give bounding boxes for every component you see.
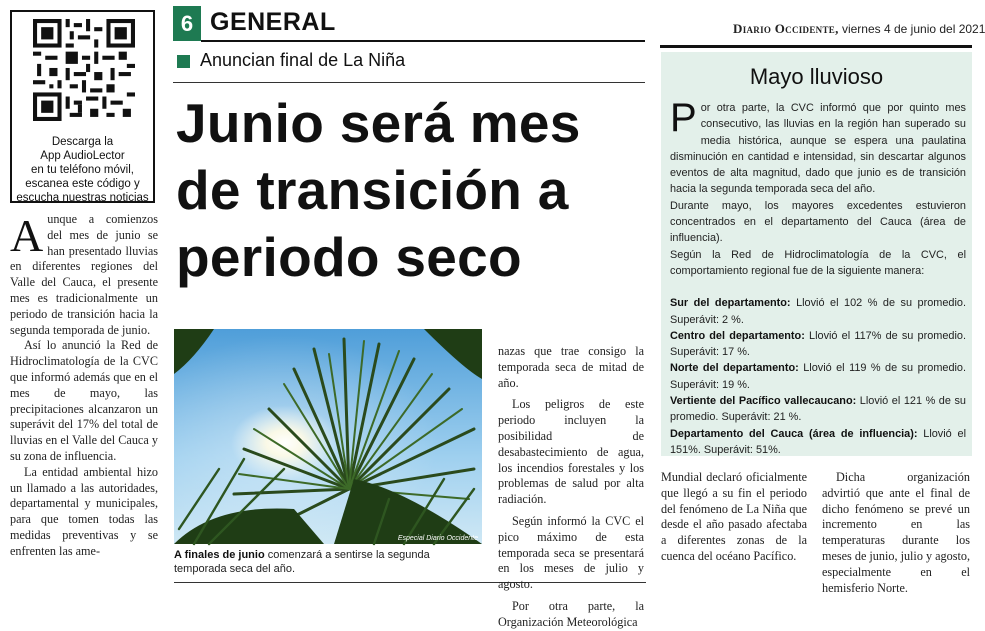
paragraph: Según la Red de Hidroclimatología de la CVC, el comportamiento regional fue de la siguiente manera:: [670, 248, 966, 277]
region-label: Centro del departamento:: [670, 329, 805, 342]
paragraph: [10, 212, 158, 338]
region-text: Llovió el 151%. Superávit: 51%.: [670, 427, 966, 456]
paragraph: Según informó la CVC el pico máximo de esta temporada seca se presentará en los meses de julio y agosto.: [498, 513, 644, 592]
region-label: Vertiente del Pacífico vallecaucano:: [670, 395, 857, 408]
qr-code-icon[interactable]: [33, 19, 135, 121]
kicker-rule: [173, 82, 645, 83]
paragraph: Durante mayo, los mayores excedentes estuvieron concentrados en el departamento del Cauca (área de influencia).: [670, 199, 966, 245]
body-column-5: [822, 470, 970, 596]
kicker-square-icon: [177, 55, 190, 68]
qr-promo-text: [12, 135, 153, 205]
paragraph: Por otra parte, la Organización Meteorológica: [498, 598, 644, 629]
region-text: Llovió el 121 % de su promedio. Superávit: 21 %.: [670, 395, 966, 424]
photo-credit: Especial Diario Occidente: [397, 535, 478, 542]
qr-text-line: escucha nuestras noticias: [16, 192, 149, 204]
region-item: [670, 328, 966, 361]
paragraph: [670, 96, 966, 198]
body-column-4: [661, 470, 807, 565]
paragraph-text: or otra parte, la CVC informó que por quinto mes consecutivo, las lluvias en la región han superado su media histórica, aunque se espera una paulatina disminución en cantidad e intensidad, sin descartar algunos eventos de alta magnitud, dado que junio es de transición hacia la segunda temporada seca del año.: [670, 102, 966, 196]
region-item: [670, 426, 966, 459]
caption-text: comenzará a sentirse la segunda temporada seca del año.: [174, 549, 430, 575]
paragraph: Dicha organización advirtió que ante el final de dicho fenómeno se prevé un incremento en las temperaturas durante los meses de junio, julio y agosto, especialmente en el hemisferio Norte.: [822, 470, 970, 595]
paragraph: La entidad ambiental hizo un llamado a las autoridades, departamental y municipales, para que tomen todas las medidas preventivas y se enfrenten las ame-: [10, 464, 158, 558]
dropcap: A: [10, 210, 44, 261]
headline-line: Junio será mes: [176, 92, 581, 154]
region-text: Llovió el 119 % de su promedio. Superávit: 19 %.: [670, 362, 967, 391]
sidebar-body: [670, 96, 967, 458]
qr-promo-box: [10, 10, 155, 203]
section-name: GENERAL: [210, 8, 336, 36]
qr-text-line: App AudioLector: [40, 150, 125, 162]
sidebar-dropcap: P: [670, 96, 697, 140]
region-label: Norte del departamento:: [670, 362, 799, 375]
article-photo: [174, 329, 482, 544]
region-label: Departamento del Cauca (área de influencia):: [670, 427, 918, 440]
section-rule: [201, 40, 645, 42]
headline-line: de transición a: [176, 159, 569, 221]
body-column-3: [498, 344, 644, 631]
region-list: [670, 295, 966, 458]
region-text: Llovió el 102 % de su promedio. Superávit: 2 %.: [670, 297, 966, 326]
caption-bold: A finales de junio: [174, 549, 265, 561]
paragraph: Así lo anunció la Red de Hidroclimatología de la CVC que informó además que en el mes de mayo, las precipitaciones alcanzaron un superávit del 17% del total de lluvias en el Valle del Cauca y su zona de influencia.: [10, 338, 158, 463]
sidebar-top-rule: [660, 45, 972, 48]
paper-name: Diario Occidente,: [733, 21, 839, 36]
photo-caption: [174, 548, 482, 576]
kicker: Anuncian final de La Niña: [200, 50, 406, 70]
qr-text-line: en tu teléfono móvil,: [31, 164, 134, 176]
qr-text-line: Descarga la: [51, 136, 114, 148]
region-text: Llovió el 117% de su promedio. Superávit: 17 %.: [670, 329, 966, 359]
headline-line: periodo seco: [176, 226, 522, 288]
paragraph-text: unque a comienzos del mes de junio se han presentado lluvias en diferentes regiones del Valle del Cauca, el presente mes es tradicionalmente un periodo de transición hacia la segunda temporada de junio.: [10, 212, 158, 337]
paper-dateline: [733, 21, 985, 37]
paragraph: nazas que trae consigo la temporada seca de mitad de año.: [498, 344, 644, 390]
section-number-badge: 6: [173, 6, 201, 41]
sidebar-box: [661, 52, 972, 456]
region-item: [670, 295, 966, 328]
palm-leaves-image: [174, 329, 482, 544]
body-column-1: [10, 212, 158, 560]
paragraph: Mundial declaró oficialmente que llegó a su fin el periodo del fenómeno de La Niña que desde el año pasado afectaba a diferentes zonas de la cuenca del océano Pacífico.: [661, 470, 807, 563]
region-item: [670, 393, 966, 426]
region-item: [670, 360, 966, 393]
paragraph: Los peligros de este periodo incluyen la posibilidad de desabastecimiento de agua, los incendios forestales y los problemas de salud por alta radiación.: [498, 397, 644, 507]
sidebar-title: Mayo lluvioso: [749, 64, 884, 89]
region-label: Sur del departamento:: [670, 297, 791, 310]
qr-text-line: escanea este código y: [25, 178, 140, 190]
headline: [176, 90, 656, 291]
paper-date: viernes 4 de junio del 2021: [841, 22, 985, 36]
